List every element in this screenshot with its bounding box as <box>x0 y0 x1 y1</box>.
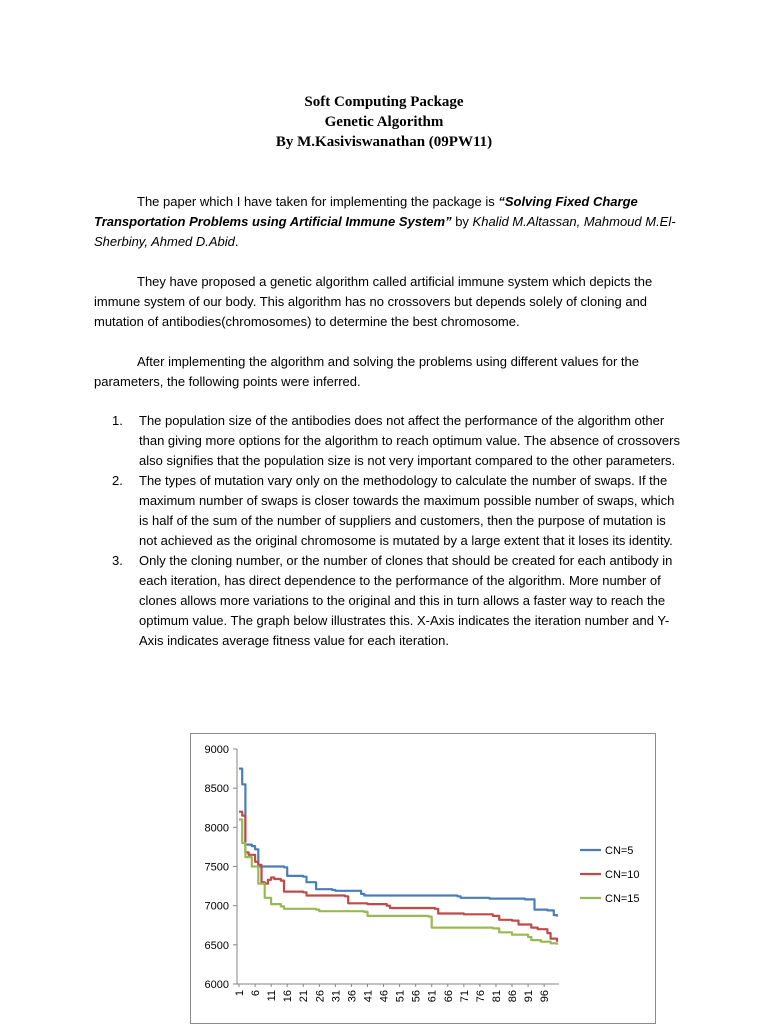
y-tick-label: 7000 <box>204 900 229 913</box>
x-tick-label: 26 <box>314 990 327 1003</box>
x-tick-label: 41 <box>362 990 375 1003</box>
x-tick-label: 71 <box>458 990 471 1003</box>
list-item-text: The types of mutation vary only on the methodology to calculate the number of swaps. If the maximum number of swaps is closer towards the maximum possible number of swaps, which is half of the sum of the number of suppliers and customers, then the purpose of mutation is not achieved as the original chromosome is mutated by a large extent that it loses its identity. <box>139 473 675 548</box>
list-item-number: 2. <box>112 473 123 488</box>
paragraph-3 <box>94 352 684 392</box>
y-tick-label: 7500 <box>204 861 229 874</box>
paragraph-1-by: by <box>451 214 473 229</box>
legend-label: CN=5 <box>605 845 634 857</box>
list-item-number: 3. <box>112 553 123 568</box>
x-tick-label: 61 <box>426 990 439 1003</box>
y-tick-label: 6000 <box>204 979 229 991</box>
paragraph-1-lead: The paper which I have taken for implementing the package is <box>137 194 499 209</box>
paragraph-2-text: They have proposed a genetic algorithm called artificial immune system which depicts the immune system of our body. This algorithm has no crossovers but depends solely of cloning and mutation of antibodies(chromosomes) to determine the best chromosome. <box>94 274 653 329</box>
legend-label: CN=15 <box>605 893 640 905</box>
paragraph-2 <box>94 272 684 332</box>
paragraph-1-end: . <box>234 234 239 249</box>
x-tick-label: 91 <box>523 990 536 1003</box>
document-title <box>0 92 768 152</box>
title-line-1: Soft Computing Package <box>304 94 464 110</box>
x-tick-label: 86 <box>507 990 520 1003</box>
list-item <box>94 411 684 471</box>
paper-authors: Khalid M.Altassan, Mahmoud M.El-Sherbiny, Ahmed D.Abid <box>94 214 676 249</box>
x-tick-label: 21 <box>298 990 311 1003</box>
y-tick-label: 9000 <box>204 744 229 756</box>
list-item-text: The population size of the antibodies does not affect the performance of the algorithm other than giving more options for the algorithm to reach optimum value. The absence of crossovers also signifies that the population size is not very important compared to the other parameters. <box>139 413 680 468</box>
x-tick-label: 11 <box>266 990 279 1002</box>
x-tick-label: 81 <box>490 990 503 1003</box>
x-tick-label: 1 <box>234 990 246 997</box>
x-tick-label: 51 <box>394 990 407 1003</box>
paragraph-3-text: After implementing the algorithm and solving the problems using different values for the parameters, the following points were inferred. <box>94 354 639 389</box>
x-tick-label: 96 <box>539 990 552 1003</box>
legend-label: CN=10 <box>605 869 640 881</box>
paragraph-1 <box>94 192 684 252</box>
list-item-number: 1. <box>112 413 123 428</box>
x-tick-label: 76 <box>474 990 487 1003</box>
inference-list <box>94 411 684 651</box>
title-line-3: By M.Kasiviswanathan (09PW11) <box>275 134 493 150</box>
y-tick-label: 8000 <box>204 822 229 835</box>
series-line-cn-5 <box>239 769 557 917</box>
fitness-chart <box>190 733 656 1024</box>
x-tick-label: 56 <box>410 990 423 1003</box>
y-tick-label: 8500 <box>204 783 229 796</box>
list-item <box>94 551 684 651</box>
y-tick-label: 6500 <box>204 939 229 952</box>
x-tick-label: 31 <box>330 990 343 1003</box>
x-tick-label: 16 <box>282 990 295 1003</box>
x-tick-label: 36 <box>346 990 359 1003</box>
x-tick-label: 66 <box>442 990 455 1003</box>
list-item <box>94 471 684 551</box>
x-tick-label: 6 <box>250 990 263 997</box>
x-tick-label: 46 <box>378 990 391 1003</box>
title-line-2: Genetic Algorithm <box>324 114 444 130</box>
fitness-chart-svg <box>191 734 655 1023</box>
paper-title: “Solving Fixed Charge Transportation Problems using Artificial Immune System” <box>94 194 638 229</box>
series-line-cn-15 <box>239 820 557 945</box>
list-item-text: Only the cloning number, or the number of clones that should be created for each antibody in each iteration, has direct dependence to the performance of the algorithm. More number of clones allows more variations to the original and this in turn allows a faster way to reach the optimum value. The graph below illustrates this. X-Axis indicates the iteration number and Y-Axis indicates average fitness value for each iteration. <box>139 553 673 648</box>
